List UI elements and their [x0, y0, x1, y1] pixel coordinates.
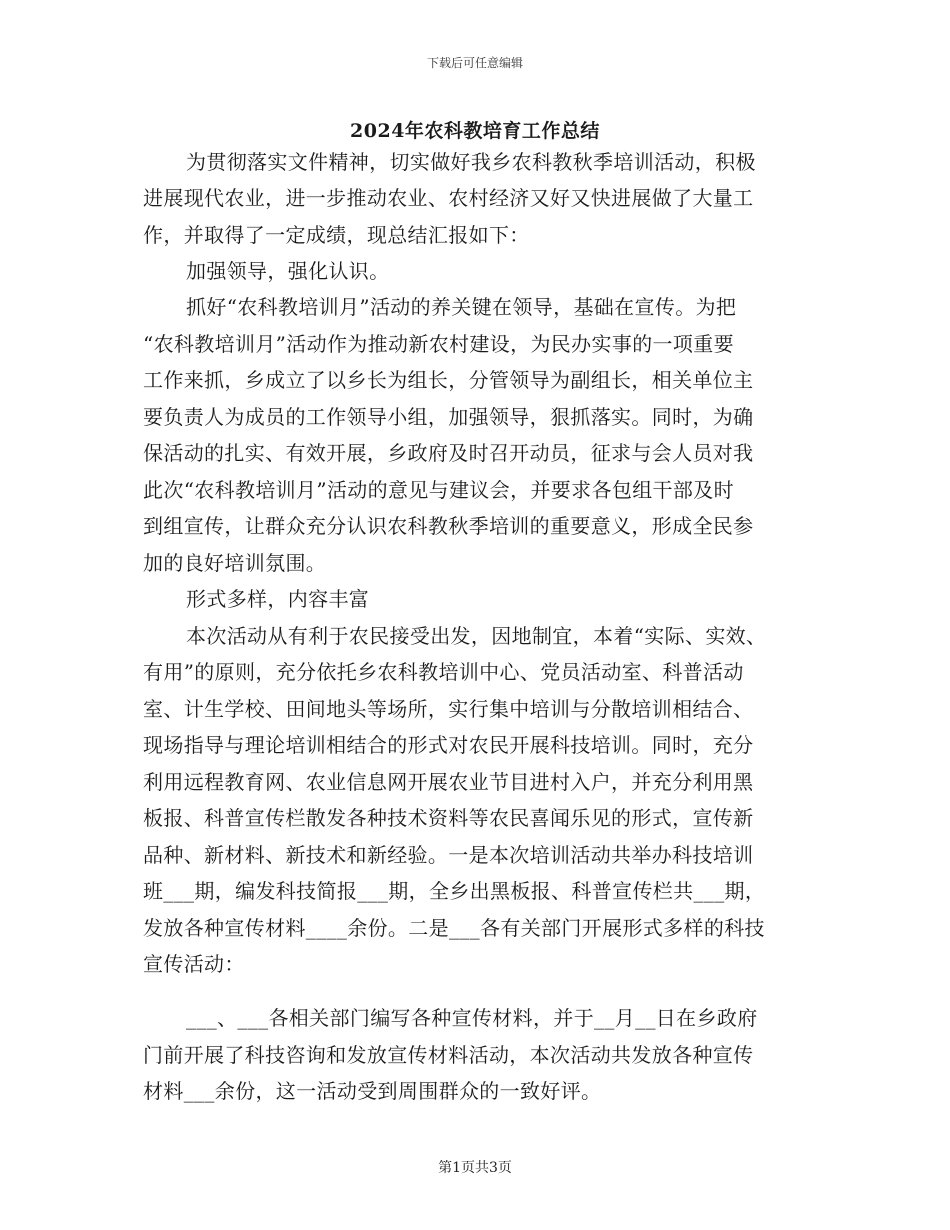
paragraph-line: 要负责人为成员的工作领导小组，加强领导，狠抓落实。同时，为确 — [143, 405, 754, 429]
paragraph-line: 进展现代农业，进一步推动农业、农村经济又好又快进展做了大量工 — [143, 186, 754, 210]
paragraph-line: 发放各种宣传材料____余份。二是___各有关部门开展形式多样的科技 — [143, 916, 765, 940]
paragraph-line: 为贯彻落实文件精神，切实做好我乡农科教秋季培训活动，积极 — [186, 150, 756, 174]
paragraph-line: 品种、新材料、新技术和新经验。一是本次培训活动共举办科技培训 — [143, 843, 754, 867]
section-heading: 加强领导，强化认识。 — [186, 259, 390, 283]
paragraph-line: 宣传活动： — [143, 952, 245, 976]
paragraph-line: 保活动的扎实、有效开展，乡政府及时召开动员，征求与会人员对我 — [143, 441, 754, 465]
paragraph-line: 班___期，编发科技简报___期，全乡出黑板报、科普宣传栏共___期， — [143, 879, 766, 903]
document-title: 2024年农科教培育工作总结 — [350, 120, 600, 142]
paragraph-line: “农科教培训月”活动作为推动新农村建设，为民办实事的一项重要 — [143, 332, 734, 356]
paragraph-line: ___、___各相关部门编写各种宣传材料，并于__月__日在乡政府 — [186, 1006, 758, 1030]
paragraph-line: 利用远程教育网、农业信息网开展农业节目进村入户，并充分利用黑 — [143, 770, 754, 794]
paragraph-line: 抓好“农科教培训月”活动的养关键在领导，基础在宣传。为把 — [186, 295, 737, 319]
section-heading: 形式多样，内容丰富 — [186, 587, 370, 611]
paragraph-line: 材料___余份，这一活动受到周围群众的一致好评。 — [143, 1079, 602, 1103]
paragraph-line: 工作来抓，乡成立了以乡长为组长，分管领导为副组长，相关单位主 — [143, 368, 754, 392]
paragraph-line: 到组宣传，让群众充分认识农科教秋季培训的重要意义，形成全民参 — [143, 514, 754, 538]
paragraph-line: 门前开展了科技咨询和发放宣传材料活动，本次活动共发放各种宣传 — [143, 1043, 754, 1067]
page-number: 第1页共3页 — [438, 1160, 512, 1176]
paragraph-line: 加的良好培训氛围。 — [143, 551, 327, 575]
paragraph-line: 本次活动从有利于农民接受出发，因地制宜，本着“实际、实效、 — [186, 624, 767, 648]
paragraph-line: 现场指导与理论培训相结合的形式对农民开展科技培训。同时，充分 — [143, 733, 754, 757]
paragraph-line: 有用”的原则，充分依托乡农科教培训中心、党员活动室、科普活动 — [143, 660, 744, 684]
paragraph-line: 作，并取得了一定成绩，现总结汇报如下： — [143, 223, 530, 247]
header-note: 下载后可任意编辑 — [426, 56, 523, 70]
paragraph-line: 室、计生学校、田间地头等场所，实行集中培训与分散培训相结合、 — [143, 697, 754, 721]
paragraph-line: 此次“农科教培训月”活动的意见与建议会，并要求各包组干部及时 — [143, 478, 734, 502]
paragraph-line: 板报、科普宣传栏散发各种技术资料等农民喜闻乐见的形式，宣传新 — [143, 806, 754, 830]
